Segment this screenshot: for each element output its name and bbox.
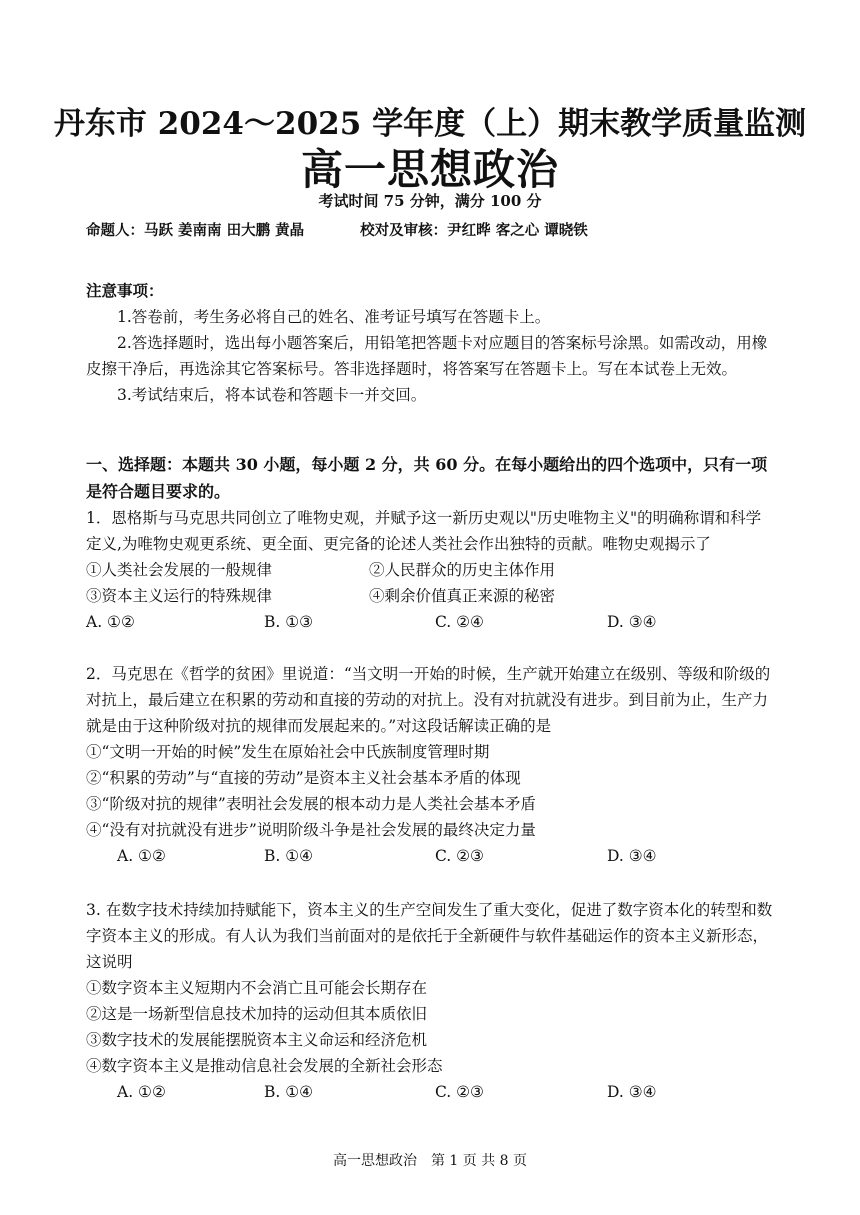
choice-a: A. ①② bbox=[117, 847, 166, 865]
choice-row bbox=[86, 1079, 776, 1105]
question-stem: 3. 在数字技术持续加持赋能下，资本主义的生产空间发生了重大变化，促进了数字资本化的转型和数字资本主义的形成。有人认为我们当前面对的是依托于全新硬件与软件基础运作的资本主义新形态，这说明 bbox=[86, 901, 773, 971]
page-footer: 高一思想政治 第 1 页 共 8 页 bbox=[332, 1153, 528, 1169]
choice-d: D. ③④ bbox=[607, 613, 657, 631]
choice-b: B. ①③ bbox=[264, 613, 314, 631]
question-stem: 2．马克思在《哲学的贫困》里说道：“当文明一开始的时候，生产就开始建立在级别、等级和阶级的对抗上，最后建立在积累的劳动和直接的劳动的对抗上。没有对抗就没有进步。到目前为止，生产力就是由于这种阶级对抗的规律而发展起来的。”对这段话解读正确的是 bbox=[86, 665, 771, 735]
statement: ①数字资本主义短期内不会消亡且可能会长期存在 bbox=[86, 979, 428, 997]
statement-row bbox=[86, 557, 776, 583]
statement: ③数字技术的发展能摆脱资本主义命运和经济危机 bbox=[86, 1031, 428, 1049]
reviewers: 校对及审核：尹红晔 客之心 谭晓铁 bbox=[360, 222, 588, 239]
statement: ④数字资本主义是推动信息社会发展的全新社会形态 bbox=[86, 1057, 443, 1075]
choice-a: A. ①② bbox=[117, 1083, 166, 1101]
statement: ④剩余价值真正来源的秘密 bbox=[369, 587, 556, 605]
question-2 bbox=[86, 661, 776, 869]
authors: 命题人：马跃 姜南南 田大鹏 黄晶 bbox=[86, 222, 305, 239]
section-1 bbox=[86, 451, 776, 505]
notes bbox=[86, 278, 776, 408]
choice-b: B. ①④ bbox=[264, 847, 314, 865]
statement: ③“阶级对抗的规律”表明社会发展的根本动力是人类社会基本矛盾 bbox=[86, 795, 536, 813]
choice-c: C. ②③ bbox=[435, 1083, 484, 1101]
question-stem: 1．恩格斯与马克思共同创立了唯物史观，并赋予这一新历史观以"历史唯物主义"的明确称谓和科学定义,为唯物史观更系统、更全面、更完备的论述人类社会作出独特的贡献。唯物史观揭示了 bbox=[86, 509, 762, 553]
choice-a: A. ①② bbox=[86, 613, 135, 631]
question-1 bbox=[86, 505, 776, 635]
choice-c: C. ②④ bbox=[435, 613, 484, 631]
notes-heading: 注意事项： bbox=[86, 281, 164, 300]
statement: ②“积累的劳动”与“直接的劳动”是资本主义社会基本矛盾的体现 bbox=[86, 769, 521, 787]
statement: ②这是一场新型信息技术加持的运动但其本质依旧 bbox=[86, 1005, 428, 1023]
statement: ①“文明一开始的时候”发生在原始社会中氏族制度管理时期 bbox=[86, 743, 490, 761]
note-item: 1.答卷前，考生务必将自己的姓名、准考证号填写在答题卡上。 bbox=[117, 308, 551, 326]
statement-row bbox=[86, 583, 776, 609]
choice-b: B. ①④ bbox=[264, 1083, 314, 1101]
choice-row bbox=[86, 843, 776, 869]
statement: ③资本主义运行的特殊规律 bbox=[86, 587, 273, 605]
statement: ①人类社会发展的一般规律 bbox=[86, 561, 273, 579]
choice-d: D. ③④ bbox=[607, 847, 657, 865]
choice-d: D. ③④ bbox=[607, 1083, 657, 1101]
statement: ②人民群众的历史主体作用 bbox=[369, 561, 556, 579]
statement: ④“没有对抗就没有进步”说明阶级斗争是社会发展的最终决定力量 bbox=[86, 821, 536, 839]
question-3 bbox=[86, 897, 776, 1105]
authors-line bbox=[86, 219, 588, 240]
section-heading: 一、选择题：本题共 30 小题，每小题 2 分，共 60 分。在每小题给出的四个选项中，只有一项是符合题目要求的。 bbox=[86, 455, 768, 501]
choice-c: C. ②③ bbox=[435, 847, 484, 865]
note-item: 2.答选择题时，选出每小题答案后，用铅笔把答题卡对应题目的答案标号涂黑。如需改动，用橡皮擦干净后，再选涂其它答案标号。答非选择题时，将答案写在答题卡上。写在本试卷上无效。 bbox=[86, 334, 768, 378]
exam-title: 丹东市 2024～2025 学年度（上）期末教学质量监测 bbox=[53, 106, 807, 142]
choice-row bbox=[86, 609, 776, 635]
note-item: 3.考试结束后，将本试卷和答题卡一并交回。 bbox=[117, 386, 427, 404]
subject-title: 高一思想政治 bbox=[300, 145, 559, 194]
exam-info: 考试时间 75 分钟，满分 100 分 bbox=[318, 192, 542, 210]
